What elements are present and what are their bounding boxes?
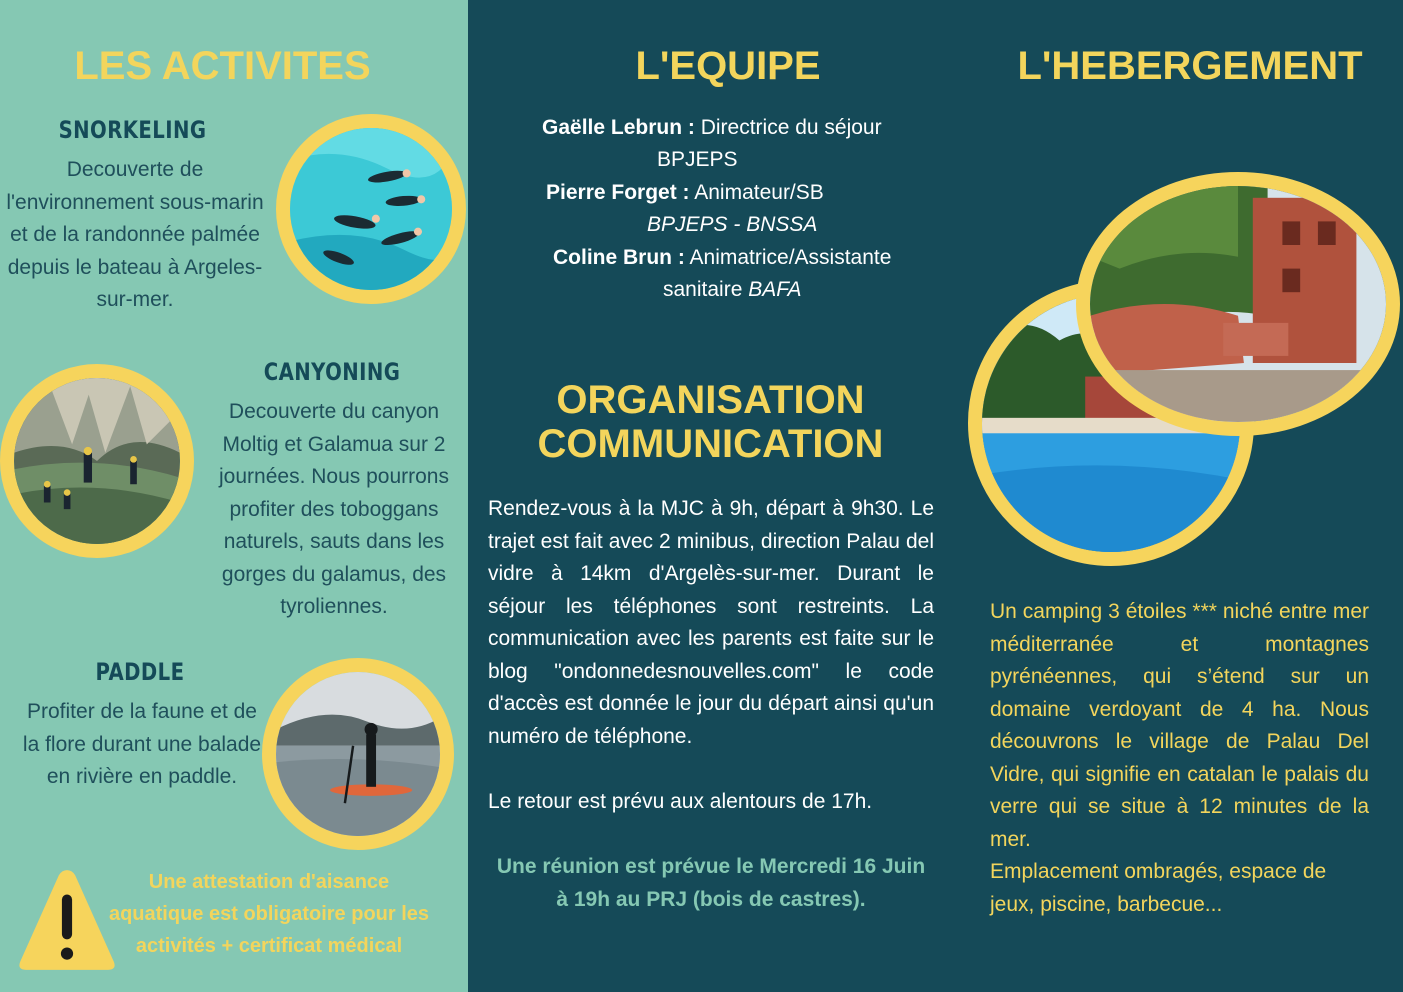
team-member-1-diploma: BPJEPS [657,148,738,171]
paddle-photo [262,658,454,850]
team-member-3: Coline Brun : Animatrice/Assistante [553,246,892,269]
team-member-3-diploma: sanitaire BAFA [663,278,802,301]
accommodation-text: Un camping 3 étoiles *** niché entre mer méditerranée et montagnes pyrénéennes, qui s’étend sur un domaine verdoyant de 4 ha. Nous découvrons le village de Palau Del Vidre, qui signifie en catalan le palais du verre qui se situe à 12 minutes de la mer. [990,600,1369,851]
canyoning-title: CANYONING [263,358,401,386]
snorkeling-photo [276,114,466,304]
aquatic-certificate-notice: Une attestation d'aisance aquatique est obligatoire pour les activités + certificat médical [108,871,430,957]
team-member-2-diploma: BPJEPS - BNSSA [647,213,818,236]
accommodation-title: L'HEBERGEMENT [1017,44,1363,88]
activities-title: LES ACTIVITES [74,44,371,88]
team-title: L'EQUIPE [635,44,821,88]
organisation-text: Rendez-vous à la MJC à 9h, départ à 9h30. Le trajet est fait avec 2 minibus, direction Palau del vidre à 14km d'Argelès-sur-mer. Durant le séjour les téléphones sont restreints. La communication avec les parents est faite sur le blog "ondonnedesnouvelles.com" le code d'accès est donnée le jour du départ ainsi qu'un numéro de téléphone. [488,497,934,748]
return-time-text: Le retour est prévu aux alentours de 17h. [488,790,873,813]
accommodation-amenities: Emplacement ombragés, espace de jeux, piscine, barbecue... [990,860,1327,916]
warning-icon [16,864,118,976]
organisation-title-line2: COMMUNICATION [537,422,884,466]
snorkeling-text: Decouverte de l'environnement sous-marin et de la randonnée palmée depuis le bateau à Argeles-sur-mer. [6,158,264,311]
team-member-2: Pierre Forget : Animateur/SB [546,181,824,204]
canyoning-photo [0,364,194,558]
organisation-title-line1: ORGANISATION [556,378,865,422]
team-member-1: Gaëlle Lebrun : Directrice du séjour [542,116,882,139]
canyoning-text: Decouverte du canyon Moltig et Galamua sur 2 journées. Nous pourrons profiter des toboggans naturels, sauts dans les gorges du galamus, des tyroliennes. [219,400,449,618]
parents-meeting-notice: Une réunion est prévue le Mercredi 16 Juin à 19h au PRJ (bois de castres). [496,855,926,911]
paddle-title: PADDLE [95,658,185,686]
paddle-text: Profiter de la faune et de la flore durant une balade en rivière en paddle. [22,700,262,788]
camping-building-photo [1076,172,1400,436]
snorkeling-title: SNORKELING [58,116,207,144]
organisation-title [508,378,913,466]
